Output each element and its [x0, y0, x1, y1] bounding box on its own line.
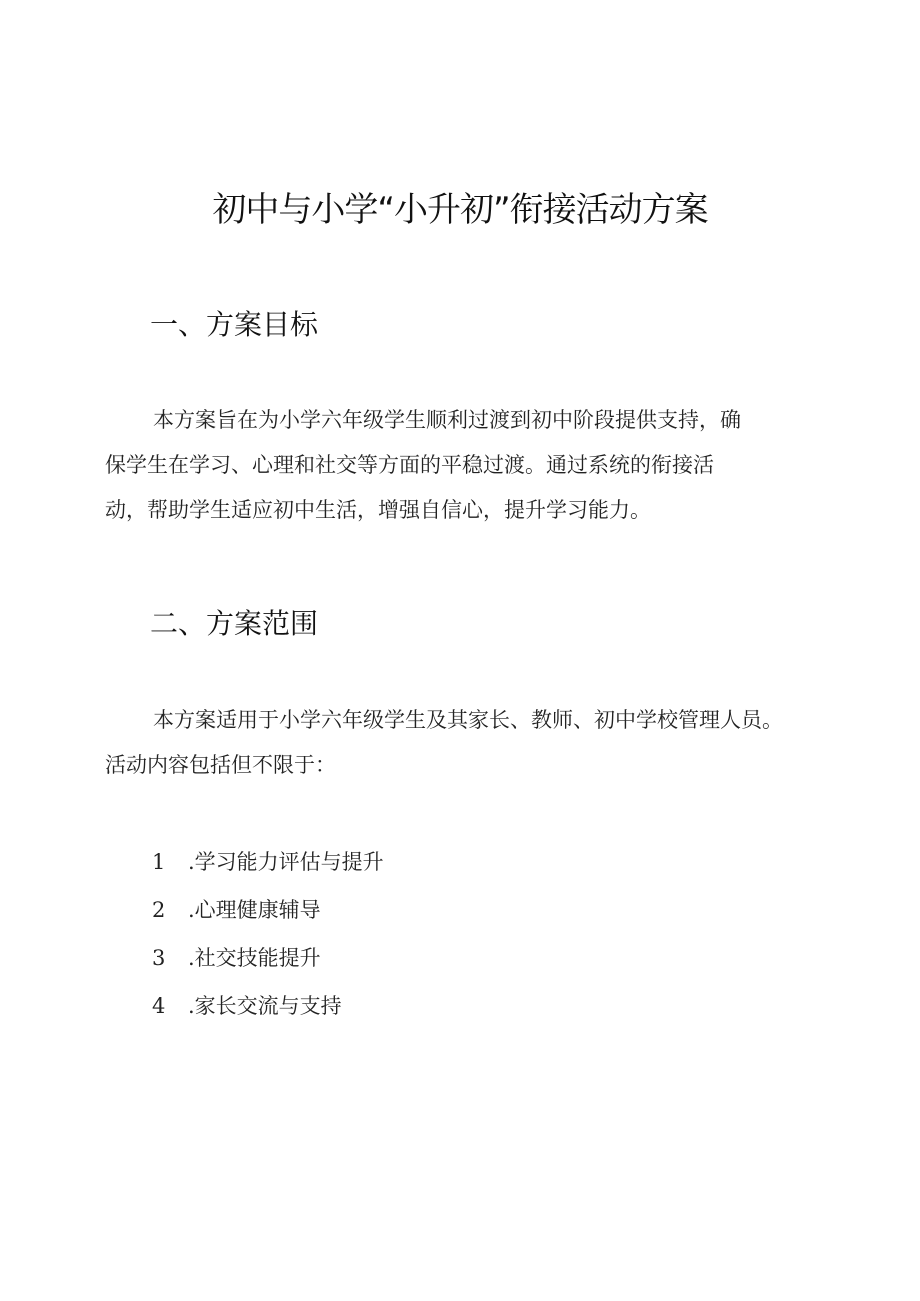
section-heading-scope: 二、方案范围	[150, 607, 319, 640]
list-item-text: .学习能力评估与提升	[188, 850, 384, 874]
paragraph-line: 动，帮助学生适应初中生活，增强自信心，提升学习能力。	[105, 498, 651, 522]
document-title: 初中与小学“小升初”衔接活动方案	[212, 190, 708, 230]
list-item-text: .家长交流与支持	[188, 994, 342, 1018]
paragraph-line: 本方案适用于小学六年级学生及其家长、教师、初中学校管理人员。	[153, 708, 783, 732]
paragraph-line: 活动内容包括但不限于：	[105, 753, 336, 777]
list-item-number: 4	[152, 994, 166, 1018]
list-item-number: 1	[152, 850, 166, 874]
list-item	[152, 982, 384, 1030]
list-item-number: 3	[152, 946, 166, 970]
list-item-text: .社交技能提升	[188, 946, 321, 970]
section-paragraph-scope	[105, 698, 820, 788]
paragraph-line: 保学生在学习、心理和社交等方面的平稳过渡。通过系统的衔接活	[105, 453, 714, 477]
list-item	[152, 838, 384, 886]
list-item	[152, 886, 384, 934]
section-heading-goals: 一、方案目标	[150, 308, 319, 341]
list-item-text: .心理健康辅导	[188, 898, 321, 922]
section-paragraph-goals	[105, 398, 820, 533]
list-item	[152, 934, 384, 982]
list-item-number: 2	[152, 898, 166, 922]
paragraph-line: 本方案旨在为小学六年级学生顺利过渡到初中阶段提供支持，确	[153, 408, 741, 432]
activity-list	[152, 838, 384, 1030]
